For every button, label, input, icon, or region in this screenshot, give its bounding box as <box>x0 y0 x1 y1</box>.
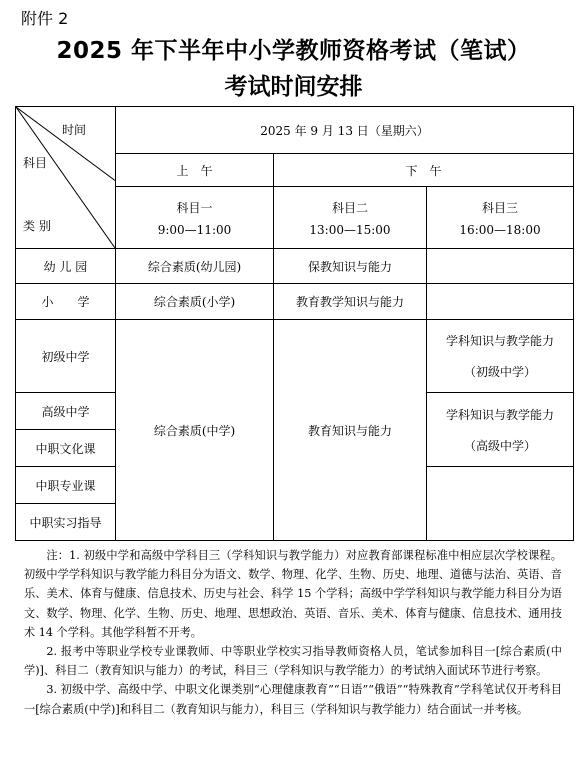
notes-section <box>24 546 562 719</box>
junior-subject3 <box>427 320 574 393</box>
junior-subject3-level: （初级中学） <box>464 365 537 379</box>
subject3-time: 16:00—18:00 <box>459 222 541 237</box>
secondary-subject1: 综合素质(中学) <box>116 320 274 541</box>
document-subtitle: 考试时间安排 <box>224 74 363 100</box>
kindergarten-subject1: 综合素质(幼儿园) <box>116 249 274 284</box>
document-title: 2025 年下半年中小学教师资格考试（笔试） <box>56 38 531 64</box>
corner-label-category: 类 别 <box>23 219 51 233</box>
row-label-primary: 小 学 <box>16 284 116 320</box>
subject2-name: 科目二 <box>331 200 368 215</box>
senior-subject3 <box>427 393 574 467</box>
subject1-name: 科目一 <box>176 200 213 215</box>
primary-subject3 <box>427 284 574 320</box>
exam-date: 2025 年 9 月 13 日（星期六） <box>116 107 574 154</box>
subject3-header <box>427 187 574 249</box>
corner-header-cell <box>16 107 116 249</box>
voc-subject3-empty <box>427 467 574 541</box>
schedule-table <box>15 106 574 541</box>
note-2: 2. 报考中等职业学校专业课教师、中等职业学校实习指导教师资格人员，笔试参加科目一[综合素质(中学)]、科目二（教育知识与能力）的考试，科目三（学科知识与教学能力）的考试纳入面试环节进行考察。 <box>24 645 562 678</box>
corner-label-time: 时间 <box>62 123 87 137</box>
morning-header: 上 午 <box>116 154 274 187</box>
junior-subject3-name: 学科知识与教学能力 <box>446 334 555 348</box>
senior-subject3-name: 学科知识与教学能力 <box>446 407 555 422</box>
row-label-voc-culture: 中职文化课 <box>16 430 116 467</box>
subject1-header <box>116 187 274 249</box>
note-3: 3. 初级中学、高级中学、中职文化课类别“心理健康教育”“日语”“俄语”“特殊教育”学科笔试仅开考科目一[综合素质(中学)]和科目二（教育知识与能力），科目三（学科知识与教学能力）结合面试一并考核。 <box>24 683 562 716</box>
row-label-junior: 初级中学 <box>16 320 116 393</box>
secondary-subject2: 教育知识与能力 <box>274 320 427 541</box>
row-label-senior: 高级中学 <box>16 393 116 430</box>
subject2-time: 13:00—15:00 <box>309 222 391 237</box>
subject3-name: 科目三 <box>482 200 519 215</box>
note-1: 注：1. 初级中学和高级中学科目三（学科知识与教学能力）对应教育部课程标准中相应层次学校课程。初级中学学科知识与教学能力科目分为语文、数学、物理、化学、生物、历史、地理、道德与法治、英语、音乐、美术、体育与健康、信息技术、历史与社会、科学 15 个学科；高级中学学科知识与教学能力科目分为语文、数学、物理、化学、生物、历史、地理、思想政治、英语、音乐、美术、体育与健康、信息技术、通用技术 14 个学科。其他学科暂不开考。 <box>24 549 562 639</box>
row-label-kindergarten: 幼 儿 园 <box>16 249 116 284</box>
primary-subject1: 综合素质(小学) <box>116 284 274 320</box>
senior-subject3-level: （高级中学） <box>464 438 537 453</box>
kindergarten-subject2: 保教知识与能力 <box>274 249 427 284</box>
row-label-voc-practice: 中职实习指导 <box>16 504 116 541</box>
attachment-label: 附件 2 <box>21 9 69 28</box>
corner-label-subject: 科目 <box>23 156 48 170</box>
subject2-header <box>274 187 427 249</box>
subject1-time: 9:00—11:00 <box>157 222 232 237</box>
row-label-voc-major: 中职专业课 <box>16 467 116 504</box>
afternoon-header: 下 午 <box>274 154 574 187</box>
kindergarten-subject3 <box>427 249 574 284</box>
primary-subject2: 教育教学知识与能力 <box>274 284 427 320</box>
